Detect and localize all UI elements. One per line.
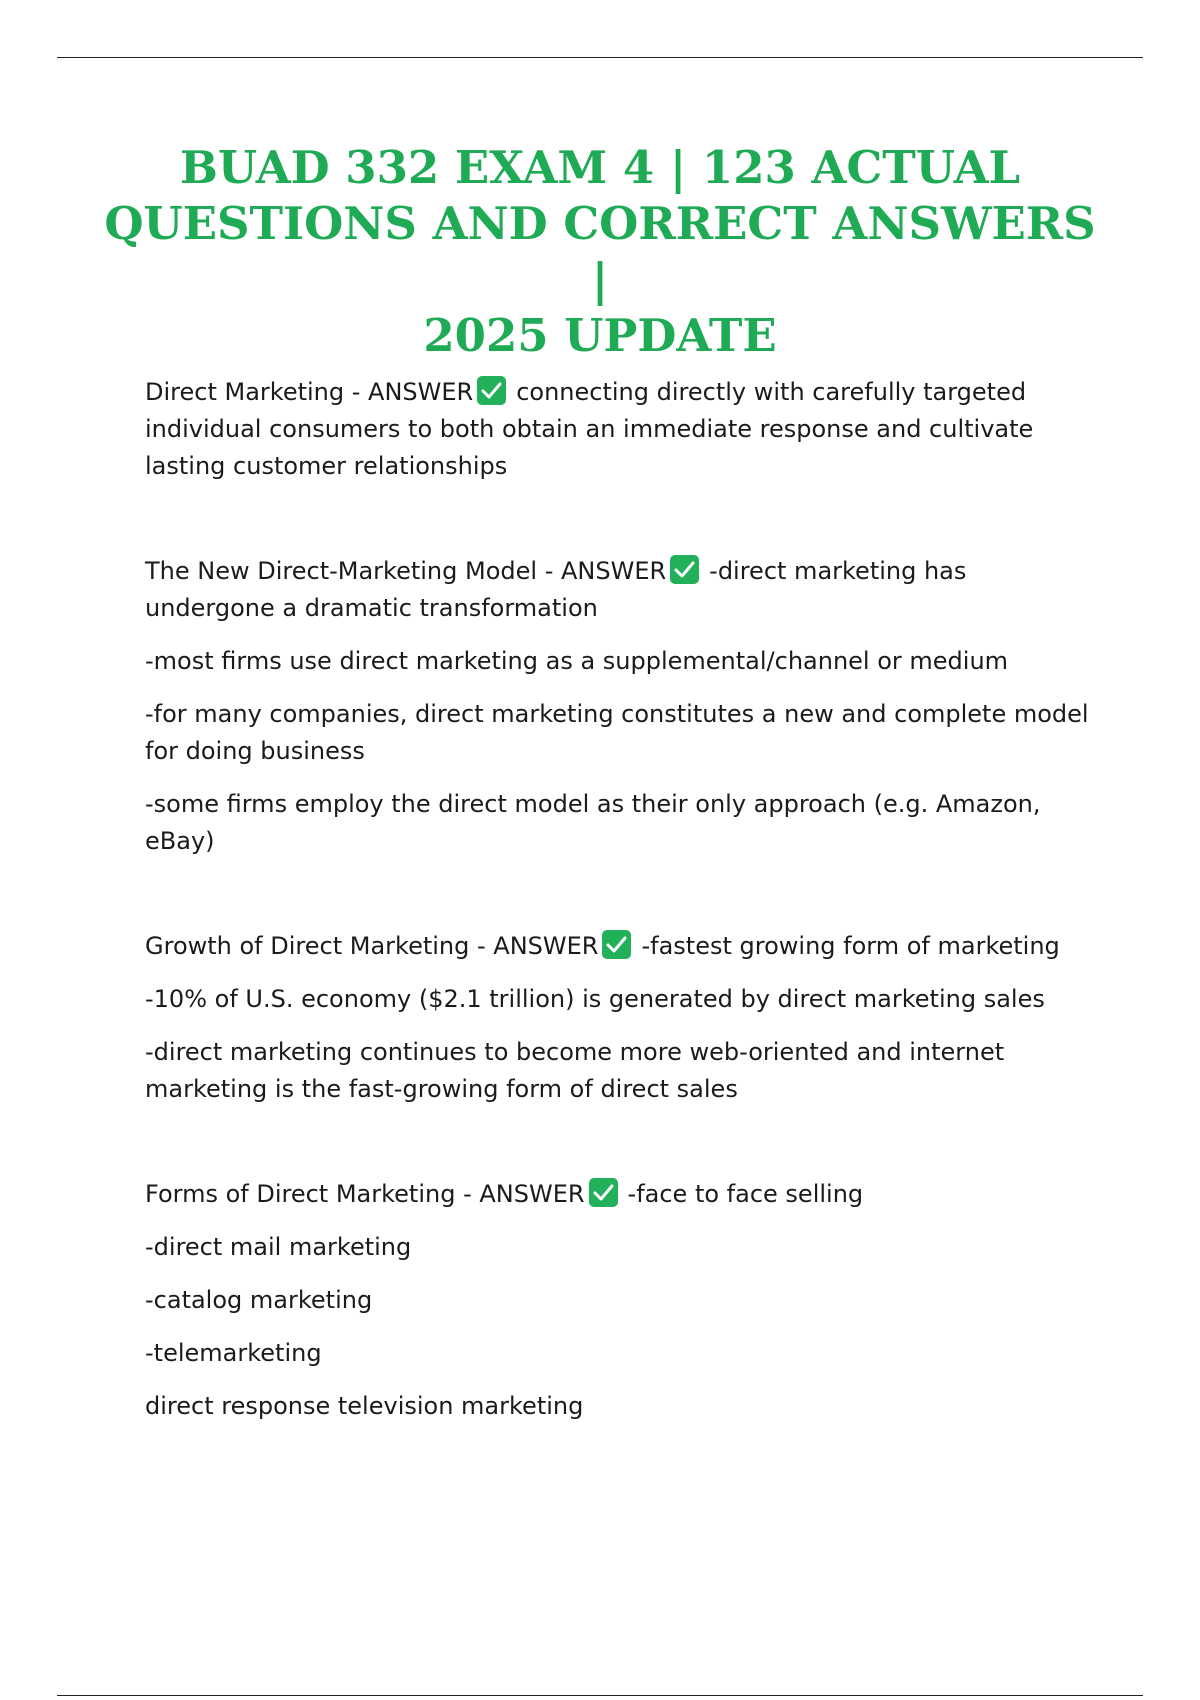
page-title bbox=[100, 140, 1100, 364]
qa-item bbox=[145, 553, 1095, 860]
check-box-icon bbox=[602, 930, 631, 959]
qa-answer: -face to face selling bbox=[627, 1180, 864, 1208]
qa-answer: -fastest growing form of marketing bbox=[641, 932, 1060, 960]
qa-extra-line: -telemarketing bbox=[145, 1339, 322, 1367]
qa-list bbox=[145, 374, 1095, 1493]
qa-extra-line: -most firms use direct marketing as a supplemental/channel or medium bbox=[145, 647, 1009, 675]
qa-term: The New Direct-Marketing Model - ANSWER bbox=[145, 557, 667, 585]
qa-first-line bbox=[145, 553, 1095, 627]
qa-first-line bbox=[145, 374, 1095, 485]
qa-extra-line: -for many companies, direct marketing constitutes a new and complete model for doing business bbox=[145, 700, 1089, 765]
qa-extra-line: -10% of U.S. economy ($2.1 trillion) is generated by direct marketing sales bbox=[145, 985, 1045, 1013]
bottom-rule bbox=[57, 1695, 1143, 1696]
qa-first-line bbox=[145, 928, 1095, 965]
qa-item bbox=[145, 928, 1095, 1108]
qa-extra-line: -direct mail marketing bbox=[145, 1233, 412, 1261]
title-line-2: QUESTIONS AND CORRECT ANSWERS | bbox=[104, 197, 1096, 306]
check-box-icon bbox=[670, 555, 699, 584]
check-box-icon bbox=[477, 376, 506, 405]
qa-term: Forms of Direct Marketing - ANSWER bbox=[145, 1180, 585, 1208]
qa-first-line bbox=[145, 1176, 1095, 1213]
qa-answer: connecting directly with carefully targeted individual consumers to both obtain an immediate response and cultivate lasting customer relationships bbox=[145, 378, 1034, 480]
qa-item bbox=[145, 1176, 1095, 1425]
qa-term: Direct Marketing - ANSWER bbox=[145, 378, 474, 406]
qa-extra-line: -some firms employ the direct model as their only approach (e.g. Amazon, eBay) bbox=[145, 790, 1041, 855]
qa-term: Growth of Direct Marketing - ANSWER bbox=[145, 932, 599, 960]
qa-extra-line: -catalog marketing bbox=[145, 1286, 373, 1314]
title-line-3: 2025 UPDATE bbox=[423, 309, 777, 362]
qa-answer: -direct marketing has undergone a dramatic transformation bbox=[145, 557, 967, 622]
qa-extra-line: -direct marketing continues to become more web-oriented and internet marketing is the fast-growing form of direct sales bbox=[145, 1038, 1005, 1103]
title-line-1: BUAD 332 EXAM 4 | 123 ACTUAL bbox=[179, 141, 1021, 194]
qa-extra-line: direct response television marketing bbox=[145, 1392, 584, 1420]
top-rule bbox=[57, 57, 1143, 58]
check-box-icon bbox=[589, 1178, 618, 1207]
qa-item bbox=[145, 374, 1095, 485]
